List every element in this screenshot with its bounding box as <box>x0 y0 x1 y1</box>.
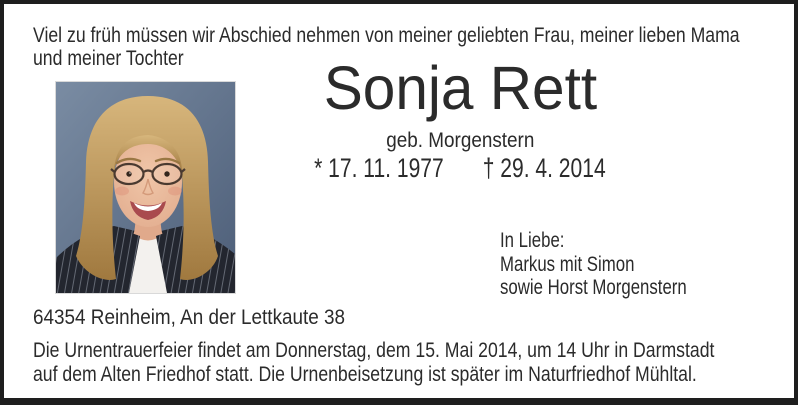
death-date: † 29. 4. 2014 <box>482 153 606 183</box>
life-dates <box>314 155 606 182</box>
mourner-line-1: Markus mit Simon <box>500 252 635 276</box>
intro-line-2: und meiner Tochter <box>33 47 184 70</box>
mourner-line-2: sowie Horst Morgenstern <box>500 276 687 299</box>
funeral-line-2: auf dem Alten Friedhof statt. Die Urnenbeisetzung ist später im Naturfriedhof Mühltal. <box>33 362 697 386</box>
cheek-left <box>115 187 129 196</box>
name-row <box>124 54 796 122</box>
intro-line-1: Viel zu früh müssen wir Abschied nehmen von meiner geliebten Frau, meiner lieben Mama <box>33 24 740 47</box>
funeral-line-1: Die Urnentrauerfeier findet am Donnerstag, dem 15. Mai 2014, um 14 Uhr in Darmstadt <box>33 339 715 362</box>
dates-row <box>124 155 796 182</box>
maiden-row <box>124 130 796 152</box>
funeral-info <box>33 339 714 386</box>
mourners-block <box>500 229 687 300</box>
mourners-salutation: In Liebe: <box>500 229 565 252</box>
address-line: 64354 Reinheim, An der Lettkaute 38 <box>33 306 346 329</box>
deceased-block <box>124 54 796 183</box>
birth-date: * 17. 11. 1977 <box>314 153 444 183</box>
maiden-name: geb. Morgenstern <box>385 129 535 152</box>
deceased-name: Sonja Rett <box>323 54 597 122</box>
cheek-right <box>168 187 182 196</box>
